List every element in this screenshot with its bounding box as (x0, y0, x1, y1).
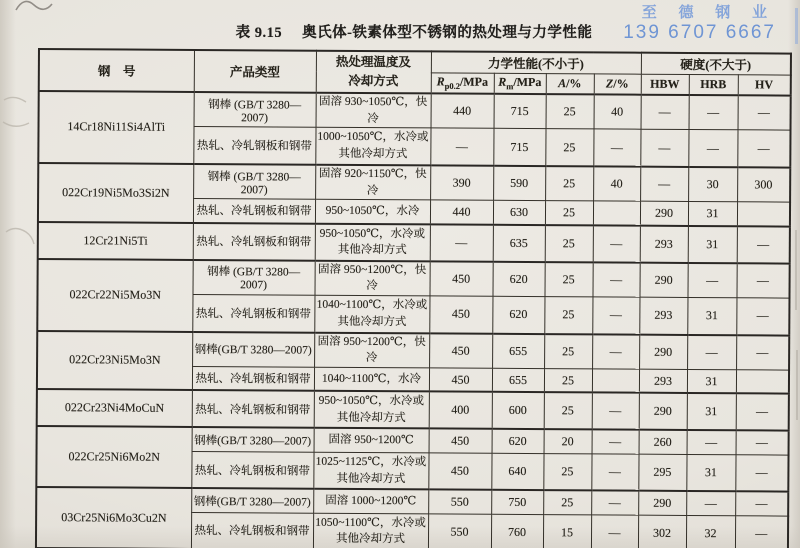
treatment-cell (316, 93, 431, 129)
treatment-cell (315, 165, 430, 201)
hrb-value-cell: 31 (687, 298, 736, 335)
hv-value-cell: — (736, 298, 789, 335)
table-number: 表 9.15 (235, 25, 283, 41)
product-cell: 热轧、冷轧钢板和钢带 (192, 294, 314, 332)
watermark-phone: 139 6707 6667 (623, 22, 776, 44)
grade-cell: 022Cr23Ni5Mo3N (37, 331, 192, 391)
treatment-cell (313, 489, 428, 514)
header-row-groups (39, 49, 791, 75)
hv-value-cell: — (737, 226, 790, 263)
a-value-cell: 25 (544, 392, 592, 429)
hbw-value-cell: 293 (639, 297, 687, 334)
grade-cell: 12Cr21Ni5Ti (38, 222, 193, 260)
treatment-line: 固溶 950~1200℃，快冷 (317, 335, 426, 365)
hbw-value-cell: — (641, 95, 689, 130)
rm-value-cell: 635 (493, 224, 545, 261)
z-value-cell: — (592, 393, 639, 430)
product-cell: 钢棒(GB/T 3280—2007) (192, 331, 314, 367)
rm-value-cell: 715 (494, 94, 546, 129)
a-value-cell: 25 (545, 201, 593, 225)
z-value-cell: 40 (593, 166, 640, 201)
hrb-value-cell: 31 (688, 226, 737, 263)
hrb-value-cell: — (686, 491, 735, 515)
hbw-value-cell: 290 (638, 491, 686, 515)
hrb-value-cell: 31 (687, 393, 736, 430)
table-row (38, 163, 790, 202)
hbw-value-cell: 290 (640, 262, 688, 297)
header-rp02: $R_{p0.2}$/MPa (431, 72, 494, 93)
z-value-cell: — (591, 515, 638, 548)
z-value-cell (592, 369, 639, 393)
header-hardness-group: 硬度(不大于) (641, 53, 791, 75)
pencil-scribble (14, 0, 54, 14)
a-value-cell: 25 (546, 94, 594, 129)
header-treatment-line2: 冷却方式 (348, 73, 399, 89)
treatment-cell (314, 428, 429, 453)
table-caption: 奥氏体-铁素体型不锈钢的热处理与力学性能 (302, 25, 593, 41)
rm-value-cell: 620 (492, 261, 544, 296)
a-value-cell: 25 (544, 262, 592, 297)
hbw-value-cell: 290 (639, 393, 687, 430)
treatment-cell (313, 513, 428, 548)
hv-value-cell: — (737, 263, 790, 298)
hbw-value-cell: 295 (638, 454, 686, 491)
hrb-value-cell: — (687, 430, 736, 454)
hrb-value-cell: 31 (686, 454, 735, 491)
treatment-line: 其他冷却方式 (337, 244, 407, 257)
hbw-value-cell: 290 (640, 201, 688, 225)
header-a: A/% (546, 73, 594, 94)
table-body (36, 91, 791, 548)
treatment-line: 950~1050℃，水冷或 (319, 227, 426, 240)
grade-cell: 022Cr23Ni4MoCuN (37, 389, 192, 427)
rp-value-cell: 450 (429, 296, 492, 333)
rp-value-cell: 450 (429, 368, 492, 392)
hv-value-cell: — (735, 455, 788, 492)
treatment-line: 其他冷却方式 (337, 315, 407, 329)
table-title (38, 21, 790, 42)
hrb-value-cell: 32 (686, 515, 735, 548)
treatment-cell (315, 223, 430, 261)
spec-table (35, 48, 792, 548)
treatment-line: 固溶 1000~1200℃ (325, 495, 417, 508)
z-value-cell (593, 201, 640, 225)
treatment-cell (314, 295, 429, 333)
product-cell: 钢棒(GB/T 3280—2007) (192, 427, 314, 452)
treatment-cell (314, 260, 429, 296)
treatment-line: 固溶 920~1150℃，快冷 (318, 167, 427, 197)
product-cell: 热轧、冷轧钢板和钢带 (193, 223, 315, 261)
rm-value-cell: 655 (492, 333, 544, 368)
rp-value-cell: 440 (431, 93, 494, 128)
hv-value-cell: 300 (737, 167, 790, 202)
header-rm: $R_m$/MPa (494, 73, 546, 94)
z-value-cell: 40 (594, 94, 641, 129)
hv-value-cell: — (737, 130, 790, 167)
rp-value-cell: 390 (430, 165, 493, 200)
treatment-line: 950~1050℃，水冷或 (318, 394, 425, 408)
watermark-company: 至 德 钢 业 (641, 5, 776, 21)
hrb-value-cell: 31 (687, 369, 736, 393)
z-value-cell: — (592, 334, 639, 369)
rp-value-cell: 450 (428, 453, 491, 490)
rp-value-cell: 400 (429, 392, 492, 429)
z-value-cell: — (591, 491, 638, 515)
z-value-cell: — (593, 225, 640, 262)
z-value-cell: — (593, 129, 640, 166)
hv-value-cell: — (736, 431, 789, 455)
scan-artifact (792, 6, 800, 46)
treatment-line: 其他冷却方式 (335, 533, 406, 546)
hv-value-cell (736, 370, 789, 394)
hbw-value-cell: 302 (638, 515, 686, 548)
a-value-cell: 25 (543, 490, 591, 514)
z-value-cell: — (592, 430, 639, 454)
treatment-line: 固溶 950~1200℃ (328, 434, 414, 447)
rp-value-cell: — (430, 224, 493, 261)
rp-value-cell: 550 (428, 490, 491, 514)
a-value-cell: 15 (543, 514, 591, 548)
header-hbw: HBW (641, 74, 689, 95)
rm-value-cell: 715 (493, 129, 545, 166)
treatment-cell (314, 391, 429, 429)
grade-cell: 022Cr22Ni5Mo3N (37, 259, 192, 332)
rm-value-cell: 760 (491, 514, 543, 548)
scan-artifact (792, 230, 800, 430)
product-cell: 钢棒 (GB/T 3280—2007) (192, 260, 314, 296)
z-value-cell: — (592, 297, 639, 334)
treatment-cell (314, 332, 429, 368)
rm-value-cell: 640 (491, 453, 543, 490)
treatment-cell (315, 128, 430, 166)
treatment-line: 1040~1100℃，水冷 (321, 372, 422, 386)
hv-value-cell: — (735, 516, 788, 548)
rm-value-cell: 620 (492, 296, 544, 333)
treatment-line: 固溶 950~1200℃，快冷 (318, 263, 427, 293)
treatment-line: 1050~1100℃，水冷或 (315, 516, 426, 530)
rp-value-cell: 450 (429, 429, 492, 453)
hrb-value-cell: — (687, 335, 736, 370)
hv-value-cell: — (736, 394, 789, 431)
rm-value-cell: 750 (491, 490, 543, 514)
header-hrb: HRB (689, 74, 738, 95)
hv-value-cell: — (738, 95, 791, 130)
hbw-value-cell: 290 (639, 334, 687, 369)
product-cell: 热轧、冷轧钢板和钢带 (193, 127, 315, 165)
rp-value-cell: 440 (430, 200, 493, 224)
table-row (37, 331, 789, 370)
header-treatment (316, 51, 431, 94)
z-value-cell: — (592, 262, 639, 297)
grade-cell: 022Cr19Ni5Mo3Si2N (38, 163, 193, 223)
header-treatment-line1: 热处理温度及 (335, 55, 411, 70)
table-row (38, 259, 790, 298)
z-value-cell: — (591, 454, 638, 491)
header-hv: HV (738, 74, 791, 95)
a-value-cell: 25 (544, 334, 592, 369)
product-cell: 钢棒(GB/T 3280—2007) (191, 488, 313, 513)
treatment-line: 1000~1050℃，水冷或 (317, 131, 429, 144)
a-value-cell: 25 (545, 129, 593, 166)
a-value-cell: 20 (544, 429, 592, 453)
table-row (37, 389, 789, 431)
product-cell: 钢棒 (GB/T 3280—2007) (193, 164, 315, 200)
treatment-line: 1025~1125℃，水冷或 (315, 455, 427, 469)
rm-value-cell: 620 (492, 429, 544, 453)
grade-cell: 03Cr25Ni6Mo3Cu2N (36, 487, 191, 548)
treatment-line: 固溶 930~1050℃，快冷 (319, 95, 428, 125)
product-cell: 热轧、冷轧钢板和钢带 (191, 512, 313, 548)
a-value-cell: 25 (544, 297, 592, 334)
header-z: Z/% (594, 73, 641, 94)
hbw-value-cell: — (640, 130, 688, 167)
treatment-cell (314, 367, 429, 392)
header-mechanical-group: 力学性能(不小于) (431, 51, 641, 73)
rp-value-cell: 450 (429, 333, 492, 368)
treatment-line: 其他冷却方式 (338, 147, 408, 161)
product-cell: 钢棒 (GB/T 3280—2007) (194, 92, 316, 128)
treatment-cell (315, 199, 430, 224)
product-cell: 热轧、冷轧钢板和钢带 (192, 366, 314, 391)
treatment-cell (313, 452, 428, 490)
treatment-line: 其他冷却方式 (336, 411, 406, 425)
table-row (36, 487, 788, 516)
hv-value-cell: — (736, 335, 789, 370)
hbw-value-cell: 293 (640, 225, 688, 262)
hrb-value-cell: 31 (688, 202, 737, 226)
hrb-value-cell: — (688, 130, 737, 167)
rp-value-cell: — (430, 128, 493, 165)
rp-value-cell: 450 (429, 261, 492, 296)
grade-cell: 14Cr18Ni11Si4AlTi (38, 91, 193, 164)
table-wrap (35, 48, 792, 548)
hrb-value-cell: — (688, 263, 737, 298)
header-product: 产品类型 (194, 50, 316, 93)
hbw-value-cell: 260 (639, 430, 687, 454)
hrb-value-cell: — (689, 95, 738, 130)
a-value-cell: 25 (543, 453, 591, 490)
product-cell: 热轧、冷轧钢板和钢带 (192, 390, 314, 428)
hv-value-cell: — (735, 492, 788, 516)
a-value-cell: 25 (544, 368, 592, 392)
hrb-value-cell: 30 (688, 167, 737, 202)
treatment-line: 950~1050℃，水冷 (325, 204, 420, 218)
a-value-cell: 25 (545, 225, 593, 262)
table-row (39, 91, 791, 130)
product-cell: 热轧、冷轧钢板和钢带 (191, 451, 313, 489)
hbw-value-cell: — (640, 167, 688, 202)
rp-value-cell: 550 (428, 514, 491, 548)
a-value-cell: 25 (545, 166, 593, 201)
treatment-line: 1040~1100℃，水冷或 (316, 298, 428, 312)
product-cell: 热轧、冷轧钢板和钢带 (193, 199, 315, 224)
treatment-line: 其他冷却方式 (336, 472, 406, 485)
table-row (38, 222, 790, 264)
grade-cell: 022Cr25Ni6Mo2N (36, 426, 191, 488)
rm-value-cell: 630 (493, 200, 545, 224)
header-grade: 钢 号 (39, 49, 194, 92)
hbw-value-cell: 293 (639, 369, 687, 393)
table-row (37, 426, 789, 455)
rm-value-cell: 655 (492, 368, 544, 392)
hv-value-cell (737, 202, 790, 226)
pencil-scribble (0, 92, 36, 262)
rm-value-cell: 590 (493, 166, 545, 201)
rm-value-cell: 600 (492, 392, 544, 429)
